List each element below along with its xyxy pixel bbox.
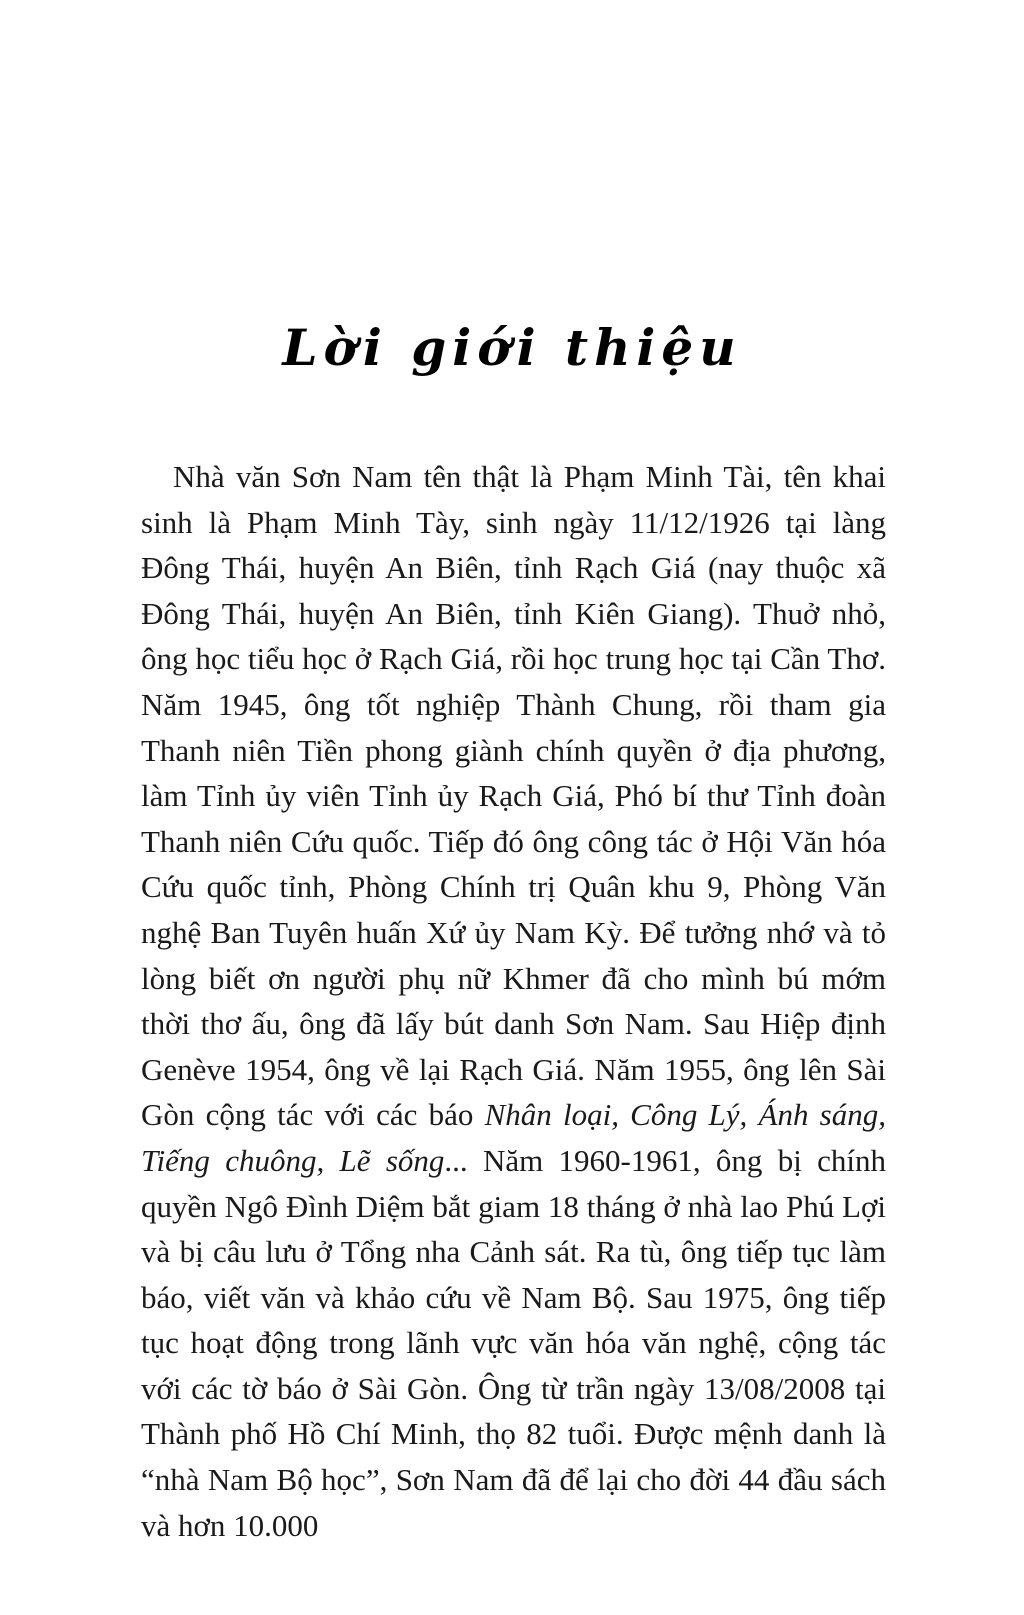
newspaper-titles: Nhân loại, Công Lý, Ánh sáng, Tiếng chuông, Lẽ sống bbox=[141, 1097, 886, 1178]
chapter-title: Lời giới thiệu bbox=[282, 318, 742, 377]
introduction-paragraph bbox=[141, 454, 886, 1548]
paragraph-text-part-2: ... Năm 1960-1961, ông bị chính quyền Ngô Đình Diệm bắt giam 18 tháng ở nhà lao Phú Lợi và bị câu lưu ở Tổng nha Cảnh sát. Ra tù, ông tiếp tục làm báo, viết văn và khảo cứu về Nam Bộ. Sau 1975, ông tiếp tục hoạt động trong lãnh vực văn hóa văn nghệ, cộng tác với các tờ báo ở Sài Gòn. Ông từ trần ngày 13/08/2008 tại Thành phố Hồ Chí Minh, thọ 82 tuổi. Được mệnh danh là “nhà Nam Bộ học”, Sơn Nam đã để lại cho đời 44 đầu sách và hơn 10.000 bbox=[141, 1142, 886, 1543]
paragraph-text-part-1: Nhà văn Sơn Nam tên thật là Phạm Minh Tài, tên khai sinh là Phạm Minh Tày, sinh ngày 11/12/1926 tại làng Đông Thái, huyện An Biên, tỉnh Rạch Giá (nay thuộc xã Đông Thái, huyện An Biên, tỉnh Kiên Giang). Thuở nhỏ, ông học tiểu học ở Rạch Giá, rồi học trung học tại Cần Thơ. Năm 1945, ông tốt nghiệp Thành Chung, rồi tham gia Thanh niên Tiền phong giành chính quyền ở địa phương, làm Tỉnh ủy viên Tỉnh ủy Rạch Giá, Phó bí thư Tỉnh đoàn Thanh niên Cứu quốc. Tiếp đó ông công tác ở Hội Văn hóa Cứu quốc tỉnh, Phòng Chính trị Quân khu 9, Phòng Văn nghệ Ban Tuyên huấn Xứ ủy Nam Kỳ. Để tưởng nhớ và tỏ lòng biết ơn người phụ nữ Khmer đã cho mình bú mớm thời thơ ấu, ông đã lấy bút danh Sơn Nam. Sau Hiệp định Genève 1954, ông về lại Rạch Giá. Năm 1955, ông lên Sài Gòn cộng tác với các báo bbox=[141, 459, 886, 1133]
